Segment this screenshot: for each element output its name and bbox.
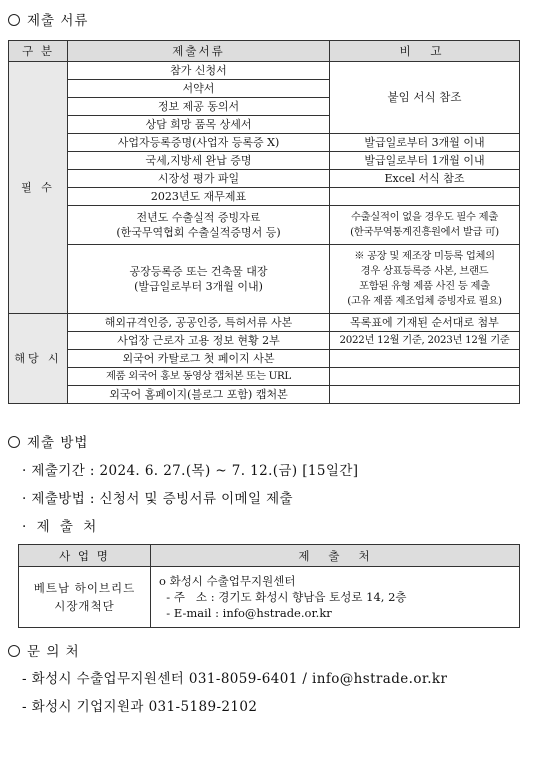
table-row [9, 386, 520, 404]
document-cell: 공장등록증 또는 건축물 대장 (발급일로부터 3개월 이내) [68, 245, 330, 314]
document-cell: 외국어 홈페이지(블로그 포함) 캡처본 [68, 386, 330, 404]
table-header-row [19, 545, 520, 567]
col-header-category: 구 분 [9, 41, 68, 62]
document-cell: 상담 희망 품목 상세서 [68, 116, 330, 134]
note-cell: 수출실적이 없을 경우도 필수 제출 (한국무역통계진흥원에서 발급 可) [330, 206, 520, 245]
document-cell: 2023년도 재무제표 [68, 188, 330, 206]
table-row [9, 62, 520, 80]
col-header-business: 사 업 명 [19, 545, 151, 567]
submission-method: · 제출방법 : 신청서 및 증빙서류 이메일 제출 [22, 491, 293, 507]
section-title: 제출 방법 [27, 435, 89, 451]
section-heading-method [8, 431, 88, 451]
document-cell: 전년도 수출실적 증빙자료 (한국무역협회 수출실적증명서 등) [68, 206, 330, 245]
document-cell: 국세,지방세 완납 증명 [68, 152, 330, 170]
category-applicable: 해당 시 [9, 314, 68, 404]
business-name-cell: 베트남 하이브리드 시장개척단 [19, 567, 151, 628]
document-cell: 제품 외국어 홍보 동영상 캡처본 또는 URL [68, 368, 330, 386]
col-header-note: 비 고 [330, 41, 520, 62]
category-required: 필 수 [9, 62, 68, 314]
submission-place-label: · 제 출 처 [22, 519, 100, 535]
table-header-row [9, 41, 520, 62]
section-heading-documents [8, 9, 88, 29]
submission-period: · 제출기간 : 2024. 6. 27.(목) ~ 7. 12.(금) [15일간] [22, 463, 359, 479]
note-cell: 2022년 12월 기준, 2023년 12월 기준 [330, 332, 520, 350]
table-row [9, 368, 520, 386]
table-row [9, 332, 520, 350]
note-cell: 발급일로부터 1개월 이내 [330, 152, 520, 170]
note-cell: Excel 서식 참조 [330, 170, 520, 188]
table-row [9, 152, 520, 170]
document-cell: 해외규격인증, 공공인증, 특허서류 사본 [68, 314, 330, 332]
table-row [9, 188, 520, 206]
note-cell: 목록표에 기재된 순서대로 첨부 [330, 314, 520, 332]
circle-bullet-icon [8, 645, 20, 657]
contact-line-export-center: - 화성시 수출업무지원센터 031-8059-6401 / info@hstrade.or.kr [22, 671, 448, 687]
table-row [9, 134, 520, 152]
document-cell: 정보 제공 동의서 [68, 98, 330, 116]
document-cell: 서약서 [68, 80, 330, 98]
table-row [9, 245, 520, 314]
place-detail-cell: o 화성시 수출업무지원센터 - 주 소 : 경기도 화성시 향남읍 토성로 14, 2층 - E-mail : info@hstrade.or.kr [151, 567, 520, 628]
table-row [9, 314, 520, 332]
document-cell: 참가 신청서 [68, 62, 330, 80]
circle-bullet-icon [8, 14, 20, 26]
note-cell [330, 188, 520, 206]
table-row [19, 567, 520, 628]
document-cell: 사업장 근로자 고용 정보 현황 2부 [68, 332, 330, 350]
table-row [9, 350, 520, 368]
note-cell [330, 386, 520, 404]
note-cell [330, 368, 520, 386]
contact-line-business-support: - 화성시 기업지원과 031-5189-2102 [22, 699, 258, 715]
circle-bullet-icon [8, 436, 20, 448]
document-cell: 사업자등록증명(사업자 등록증 X) [68, 134, 330, 152]
submission-place-table [18, 544, 520, 628]
section-heading-contact [8, 640, 80, 660]
note-cell: 발급일로부터 3개월 이내 [330, 134, 520, 152]
section-title: 제출 서류 [27, 13, 89, 29]
note-cell [330, 350, 520, 368]
document-cell: 외국어 카탈로그 첫 페이지 사본 [68, 350, 330, 368]
table-row [9, 170, 520, 188]
table-row [9, 206, 520, 245]
note-cell-merged: 붙임 서식 참조 [330, 62, 520, 134]
documents-table [8, 40, 520, 404]
note-cell: ※ 공장 및 제조장 미등록 업체의 경우 상표등록증 사본, 브랜드 포함된 유형 제품 사진 등 제출 (고유 제품 제조업체 증빙자료 필요) [330, 245, 520, 314]
col-header-place: 제 출 처 [151, 545, 520, 567]
col-header-document: 제출서류 [68, 41, 330, 62]
section-title: 문 의 처 [27, 644, 80, 660]
document-cell: 시장성 평가 파일 [68, 170, 330, 188]
